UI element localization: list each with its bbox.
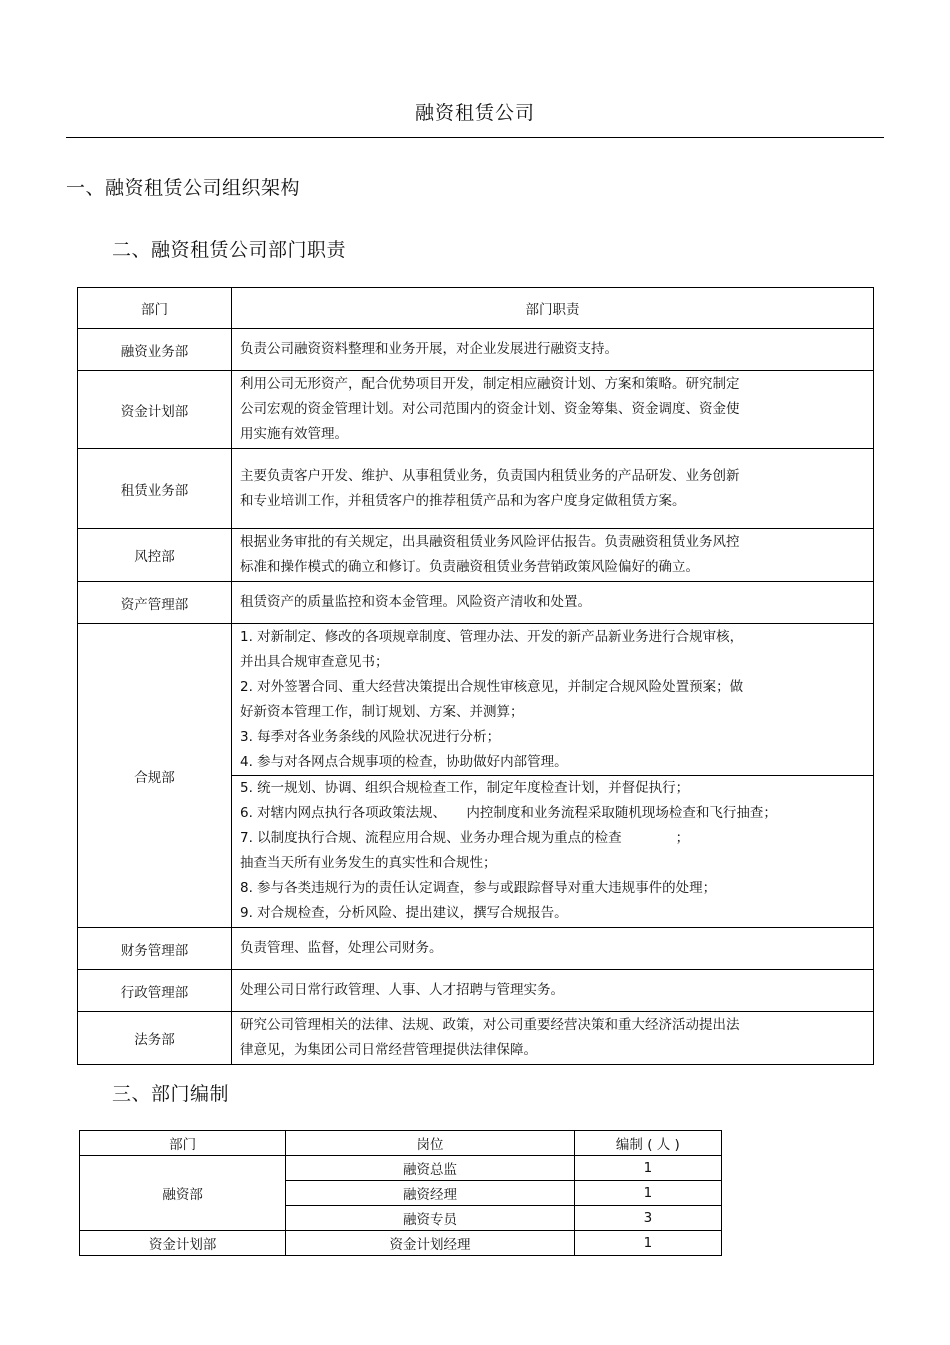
department-duties-table <box>77 287 874 1065</box>
title-rule <box>66 137 884 138</box>
duty-line: 研究公司管理相关的法律、法规、政策，对公司重要经营决策和重大经济活动提出法 <box>240 1017 740 1033</box>
table-row <box>78 371 874 449</box>
header-department: 部门 <box>80 1131 286 1156</box>
table-row <box>78 529 874 582</box>
headcount: 1 <box>574 1156 721 1181</box>
department-duties <box>232 449 874 529</box>
table-header-row <box>80 1131 722 1156</box>
department-name: 财务管理部 <box>78 928 232 970</box>
department-name: 风控部 <box>78 529 232 582</box>
department-duties <box>232 1012 874 1065</box>
section-heading-staffing: 三、部门编制 <box>112 1083 230 1105</box>
table-row <box>78 928 874 970</box>
duty-line: 处理公司日常行政管理、人事、人才招聘与管理实务。 <box>240 982 564 998</box>
duty-line: 用实施有效管理。 <box>240 426 348 442</box>
duty-line: 并出具合规审查意见书； <box>240 654 389 670</box>
duty-line: 租赁资产的质量监控和资本金管理。风险资产清收和处置。 <box>240 594 591 610</box>
duty-line: 主要负责客户开发、维护、从事租赁业务，负责国内租赁业务的产品研发、业务创新 <box>240 467 740 484</box>
duty-line: 2. 对外签署合同、重大经营决策提出合规性审核意见，并制定合规风险处置预案；做 <box>240 679 744 695</box>
headcount: 1 <box>574 1231 721 1256</box>
department-duties <box>232 624 874 928</box>
duty-line: 4. 参与对各网点合规事项的检查，协助做好内部管理。 <box>240 754 568 770</box>
duty-line: 抽查当天所有业务发生的真实性和合规性； <box>240 855 497 871</box>
section-heading-dept-duties: 二、融资租赁公司部门职责 <box>112 239 347 261</box>
department-duties <box>232 329 874 371</box>
duty-line: 和专业培训工作，并租赁客户的推荐租赁产品和为客户度身定做租赁方案。 <box>240 492 686 509</box>
department-name: 资金计划部 <box>78 371 232 449</box>
duty-line: 负责管理、监督，处理公司财务。 <box>240 940 443 956</box>
headcount: 3 <box>574 1206 721 1231</box>
position-title: 融资总监 <box>286 1156 574 1181</box>
department-name: 资金计划部 <box>80 1231 286 1256</box>
table-row <box>80 1231 722 1256</box>
section-heading-org-structure: 一、融资租赁公司组织架构 <box>66 177 301 199</box>
department-duties <box>232 582 874 624</box>
table-row <box>78 582 874 624</box>
position-title: 融资专员 <box>286 1206 574 1231</box>
header-headcount: 编制 ( 人 ) <box>574 1131 721 1156</box>
header-department: 部门 <box>78 288 232 329</box>
duty-line: 根据业务审批的有关规定，出具融资租赁业务风险评估报告。负责融资租赁业务风控 <box>240 534 740 550</box>
duty-line: 7. 以制度执行合规、流程应用合规、业务办理合规为重点的检查 ； <box>240 830 690 846</box>
duty-line: 3. 每季对各业务条线的风险状况进行分析； <box>240 729 501 745</box>
header-duties: 部门职责 <box>232 288 874 329</box>
staffing-table <box>79 1130 722 1256</box>
duty-line: 公司宏观的资金管理计划。对公司范围内的资金计划、资金筹集、资金调度、资金使 <box>240 401 740 417</box>
duty-subsection <box>232 775 873 926</box>
department-duties <box>232 970 874 1012</box>
department-duties <box>232 529 874 582</box>
department-name: 融资部 <box>80 1156 286 1231</box>
table-row <box>78 329 874 371</box>
headcount: 1 <box>574 1181 721 1206</box>
department-duties <box>232 371 874 449</box>
table-row <box>78 624 874 928</box>
department-name: 行政管理部 <box>78 970 232 1012</box>
department-name: 租赁业务部 <box>78 449 232 529</box>
duty-line: 律意见，为集团公司日常经营管理提供法律保障。 <box>240 1042 537 1058</box>
table-row <box>78 449 874 529</box>
department-name: 资产管理部 <box>78 582 232 624</box>
department-duties <box>232 928 874 970</box>
duty-line: 好新资本管理工作，制订规划、方案、并测算； <box>240 704 524 720</box>
duty-line: 5. 统一规划、协调、组织合规检查工作，制定年度检查计划，并督促执行； <box>240 780 690 796</box>
duty-line: 9. 对合规检查，分析风险、提出建议，撰写合规报告。 <box>240 905 568 921</box>
position-title: 融资经理 <box>286 1181 574 1206</box>
department-name: 融资业务部 <box>78 329 232 371</box>
table-row <box>78 970 874 1012</box>
duty-line: 负责公司融资资料整理和业务开展，对企业发展进行融资支持。 <box>240 341 618 357</box>
duty-line: 8. 参与各类违规行为的责任认定调查，参与或跟踪督导对重大违规事件的处理； <box>240 880 717 896</box>
position-title: 资金计划经理 <box>286 1231 574 1256</box>
department-name: 法务部 <box>78 1012 232 1065</box>
department-name: 合规部 <box>78 624 232 928</box>
duty-line: 1. 对新制定、修改的各项规章制度、管理办法、开发的新产品新业务进行合规审核， <box>240 629 744 645</box>
table-row <box>80 1156 722 1181</box>
table-row <box>78 1012 874 1065</box>
duty-line: 利用公司无形资产，配合优势项目开发，制定相应融资计划、方案和策略。研究制定 <box>240 376 740 392</box>
duty-line: 6. 对辖内网点执行各项政策法规、 内控制度和业务流程采取随机现场检查和飞行抽查； <box>240 805 777 821</box>
duty-line: 标准和操作模式的确立和修订。负责融资租赁业务营销政策风险偏好的确立。 <box>240 559 699 575</box>
document-title: 融资租赁公司 <box>414 102 535 124</box>
table-header-row <box>78 288 874 329</box>
header-position: 岗位 <box>286 1131 574 1156</box>
